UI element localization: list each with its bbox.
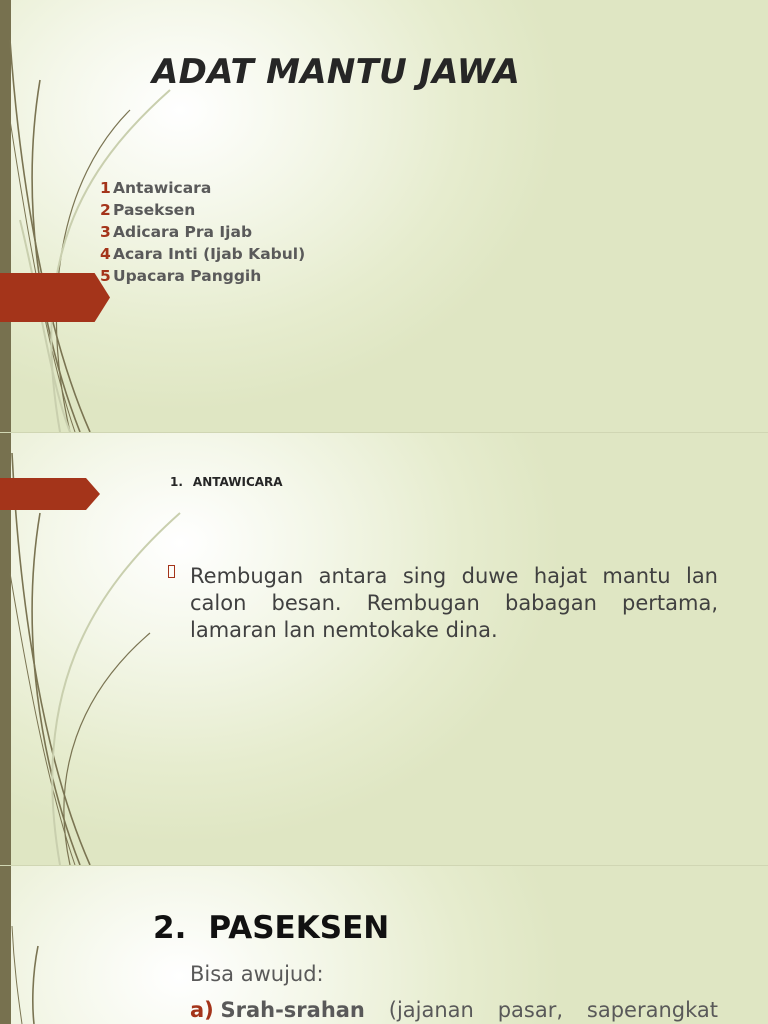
subtitle: Bisa awujud: [190, 962, 324, 986]
list-label: Acara Inti (Ijab Kabul) [113, 245, 306, 263]
slide-title [153, 910, 389, 946]
list-label: Upacara Panggih [113, 267, 262, 285]
item-word: pasar, [497, 998, 564, 1022]
list-item [190, 998, 718, 1022]
section-heading [170, 475, 283, 489]
list-number: 1 [100, 179, 111, 197]
list-item [100, 199, 305, 221]
list-item [100, 177, 305, 199]
section-title: ANTAWICARA [192, 475, 283, 489]
list-item [100, 243, 305, 265]
list-item [100, 265, 305, 287]
slide-3 [0, 866, 768, 1024]
list-number: 5 [100, 267, 111, 285]
list-number: 2 [100, 201, 111, 219]
title-text: PASEKSEN [208, 910, 390, 946]
slide-2 [0, 433, 768, 865]
list-item [100, 221, 305, 243]
slide-1 [0, 0, 768, 432]
list-number: 4 [100, 245, 111, 263]
item-word: saperangkat [586, 998, 718, 1022]
item-marker: a) [190, 998, 214, 1022]
arrow-marker [0, 478, 100, 510]
list-label: Adicara Pra Ijab [113, 223, 253, 241]
toc-list [100, 177, 305, 287]
section-number: 1. [170, 475, 183, 489]
list-label: Paseksen [113, 201, 196, 219]
item-bold: Srah-srahan [220, 998, 365, 1022]
bullet-square-icon [168, 565, 175, 578]
list-label: Antawicara [113, 179, 212, 197]
item-word: (jajanan [388, 998, 474, 1022]
title-number: 2. [153, 910, 187, 946]
slide-title: ADAT MANTU JAWA [152, 52, 521, 92]
bullet-text: Rembugan antara sing duwe hajat mantu lan calon besan. Rembugan babagan pertama, lamaran lan nemtokake dina. [190, 564, 718, 642]
arrow-marker [0, 273, 110, 322]
list-number: 3 [100, 223, 111, 241]
